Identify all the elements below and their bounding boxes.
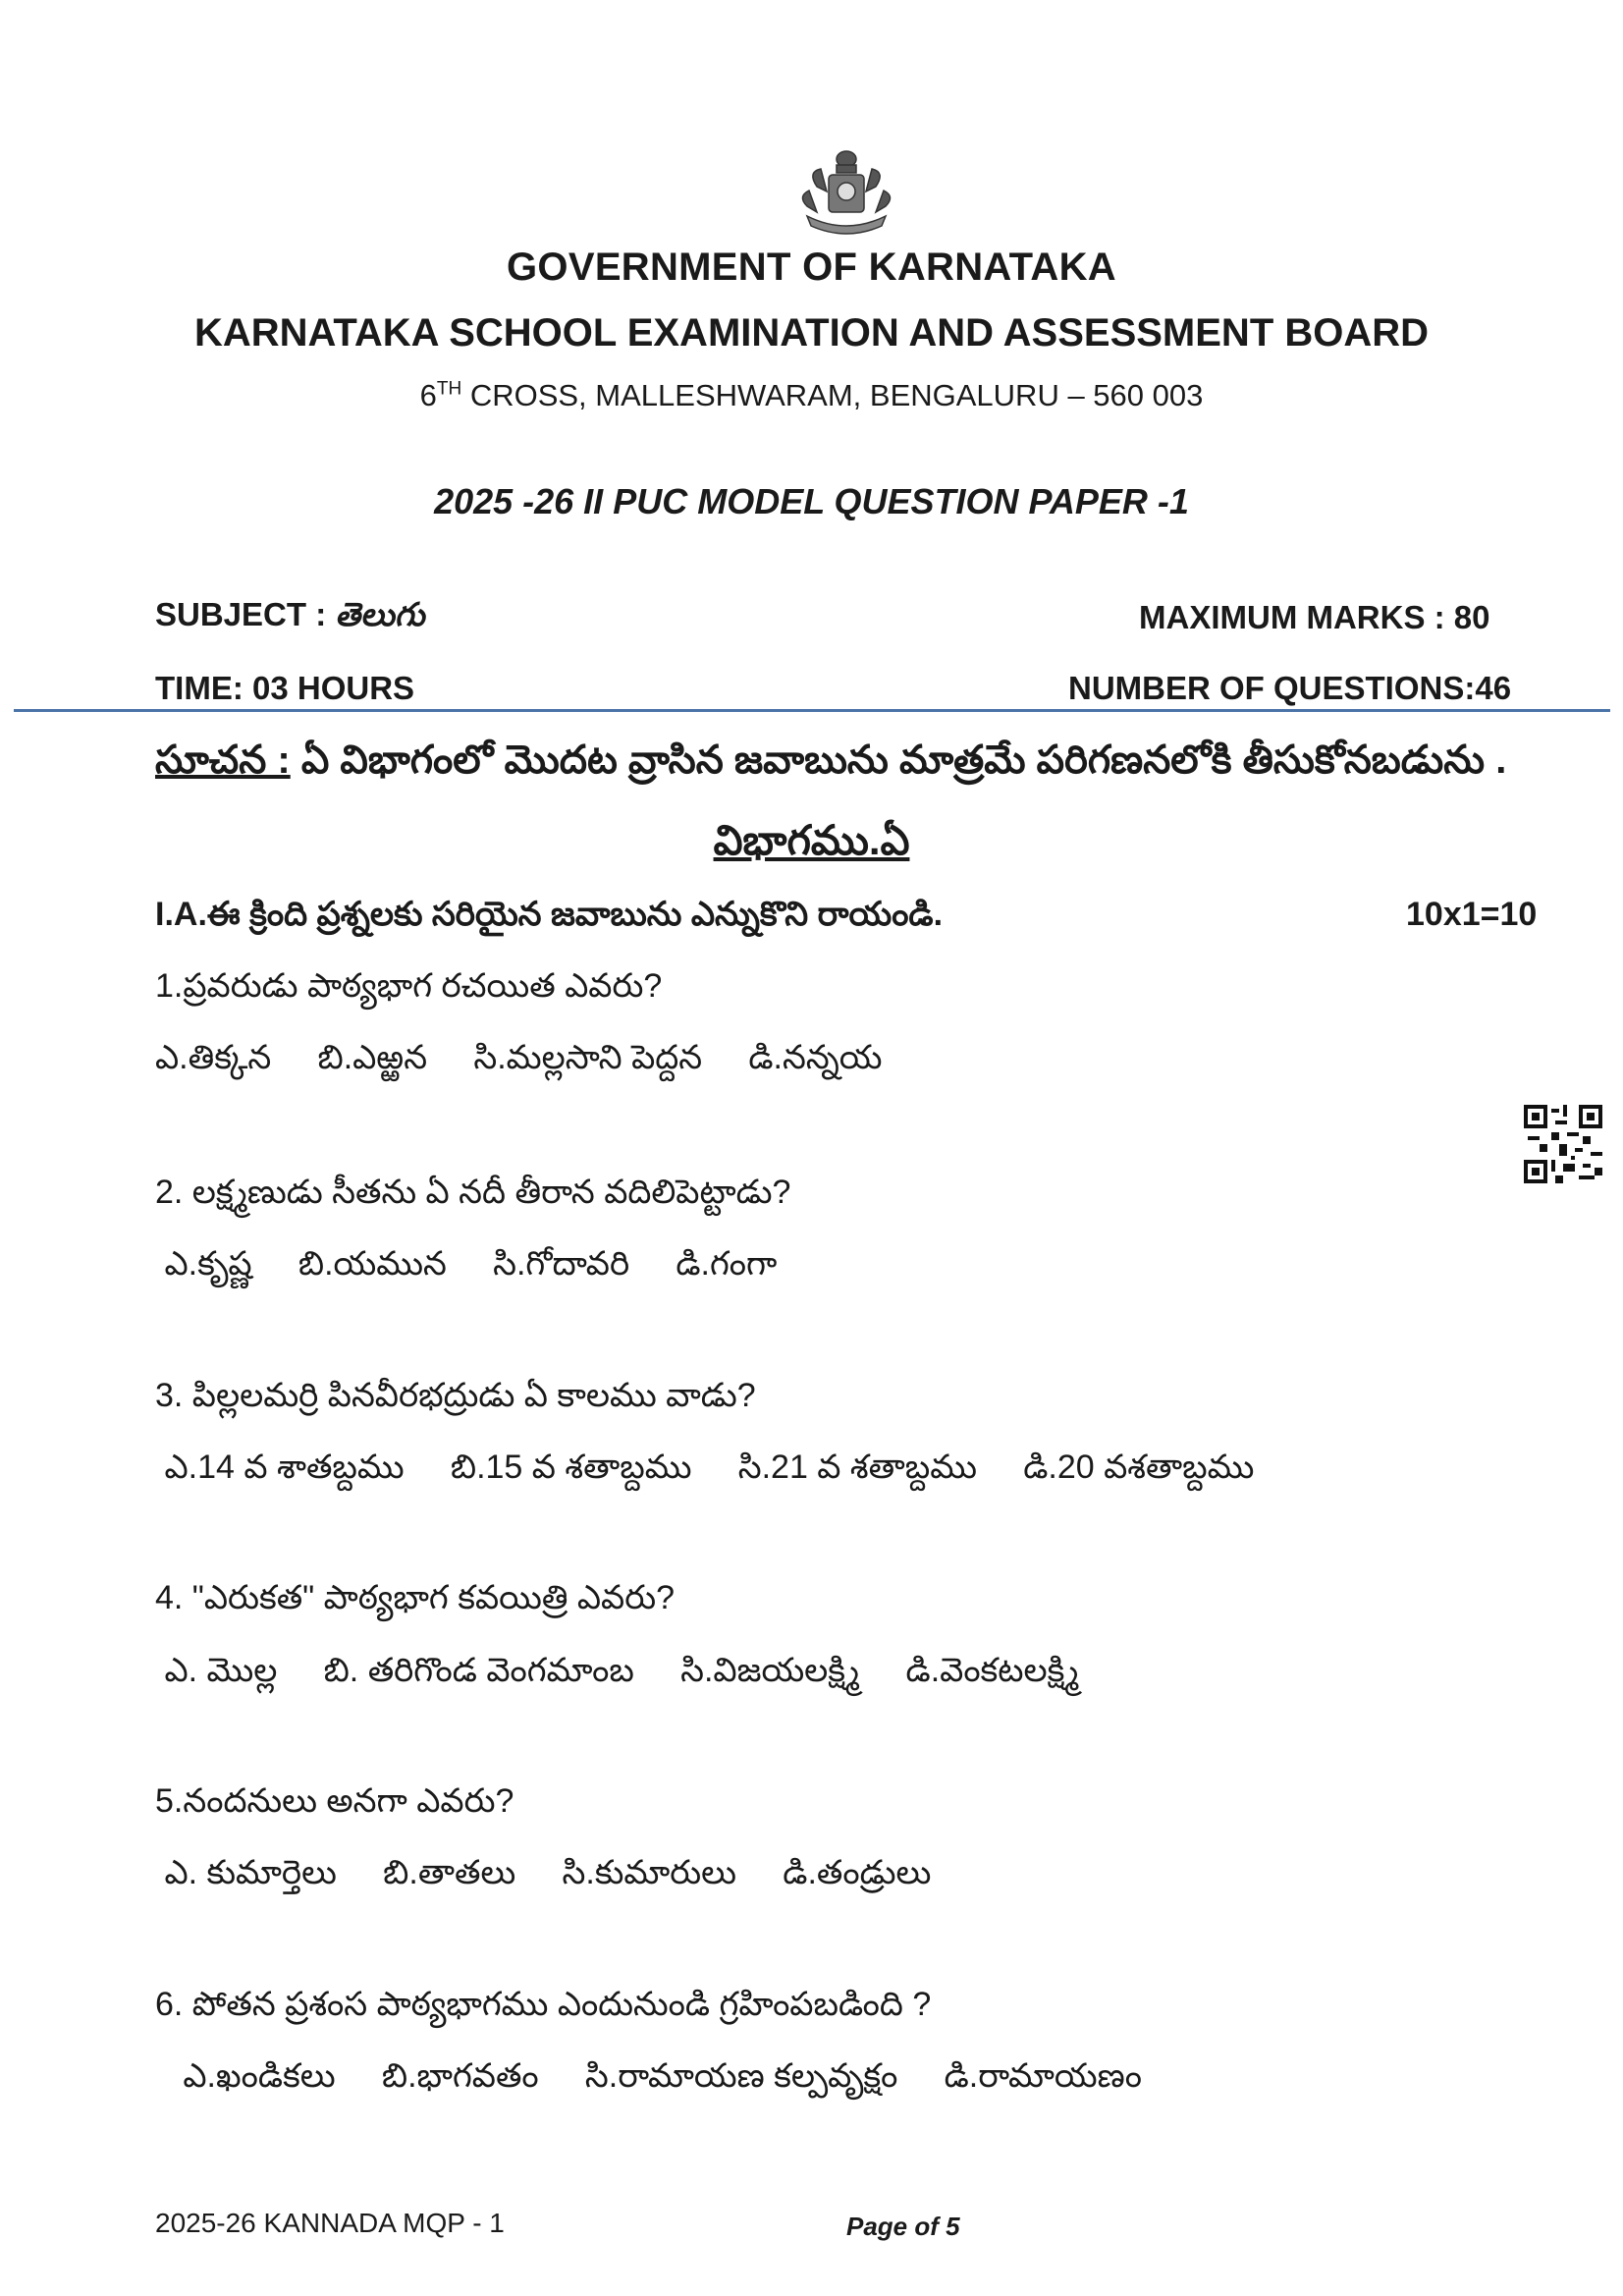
header-divider bbox=[14, 709, 1610, 712]
question-5: 5.నందనులు అనగా ఎవరు? bbox=[155, 1782, 514, 1820]
question-4-options: ఎ. మొల్ల బి. తరిగొండ వెంగమాంబ సి.విజయలక్ష్మి డి.వెంకటలక్ష్మి bbox=[155, 1652, 1079, 1689]
time-line: TIME: 03 HOURS bbox=[155, 670, 415, 706]
header-government: GOVERNMENT OF KARNATAKA bbox=[507, 246, 1116, 289]
number-of-questions: NUMBER OF QUESTIONS:46 bbox=[1068, 670, 1512, 706]
question-group-heading: I.A.ఈ క్రింది ప్రశ్నలకు సరియైన జవాబును ఎన్నుకొని రాయండి. bbox=[155, 896, 944, 933]
header-board: KARNATAKA SCHOOL EXAMINATION AND ASSESSMENT BOARD bbox=[193, 311, 1430, 355]
karnataka-emblem-icon bbox=[787, 147, 905, 238]
section-title: విభాగము.ఏ bbox=[713, 817, 910, 863]
question-2-options: ఎ.కృష్ణ బి.యమున సి.గోదావరి డి.గంగా bbox=[155, 1245, 778, 1283]
question-3: 3. పిల్లలమర్రి పినవీరభద్రుడు ఏ కాలము వాడు? bbox=[155, 1377, 756, 1414]
instruction: సూచన : ఏ విభాగంలో మొదట వ్రాసిన జవాబును మాత్రమే పరిగణనలోకి తీసుకోనబడును . bbox=[155, 738, 1507, 782]
header-address: 6TH CROSS, MALLESHWARAM, BENGALURU – 560 003 bbox=[419, 378, 1204, 412]
question-6-options: ఎ.ఖండికలు బి.భాగవతం సి.రామాయణ కల్పవృక్షం డి.రామాయణం bbox=[155, 2057, 1142, 2095]
subject-line: SUBJECT : తెలుగు bbox=[155, 596, 425, 632]
question-3-options: ఎ.14 వ శాతబ్దము బి.15 వ శతాబ్దము సి.21 వ శతాబ్దము డి.20 వశతాబ్దము bbox=[155, 1449, 1255, 1486]
footer-left: 2025-26 KANNADA MQP - 1 bbox=[155, 2208, 505, 2238]
paper-title: 2025 -26 II PUC MODEL QUESTION PAPER -1 bbox=[434, 481, 1189, 521]
question-6: 6. పోతన ప్రశంస పాఠ్యభాగము ఎందునుండి గ్రహింపబడింది ? bbox=[155, 1986, 932, 2023]
question-1: 1.ప్రవరుడు పాఠ్యభాగ రచయిత ఎవరు? bbox=[155, 967, 663, 1005]
question-1-options: ఎ.తిక్కన బి.ఎఱ్ఱన సి.మల్లసాని పెద్దన డి.నన్నయ bbox=[155, 1039, 883, 1076]
maximum-marks: MAXIMUM MARKS : 80 bbox=[1139, 599, 1490, 635]
question-5-options: ఎ. కుమార్తెలు బి.తాతలు సి.కుమారులు డి.తండ్రులు bbox=[155, 1854, 932, 1891]
question-group-marks: 10x1=10 bbox=[1406, 896, 1538, 933]
question-4: 4. "ఎరుకత" పాఠ్యభాగ కవయిత్రి ఎవరు? bbox=[155, 1579, 676, 1616]
question-2: 2. లక్ష్మణుడు సీతను ఏ నదీ తీరాన వదిలిపెట్టాడు? bbox=[155, 1174, 791, 1211]
qr-code-icon bbox=[1524, 1105, 1602, 1183]
page-number: Page of 5 bbox=[846, 2212, 960, 2241]
